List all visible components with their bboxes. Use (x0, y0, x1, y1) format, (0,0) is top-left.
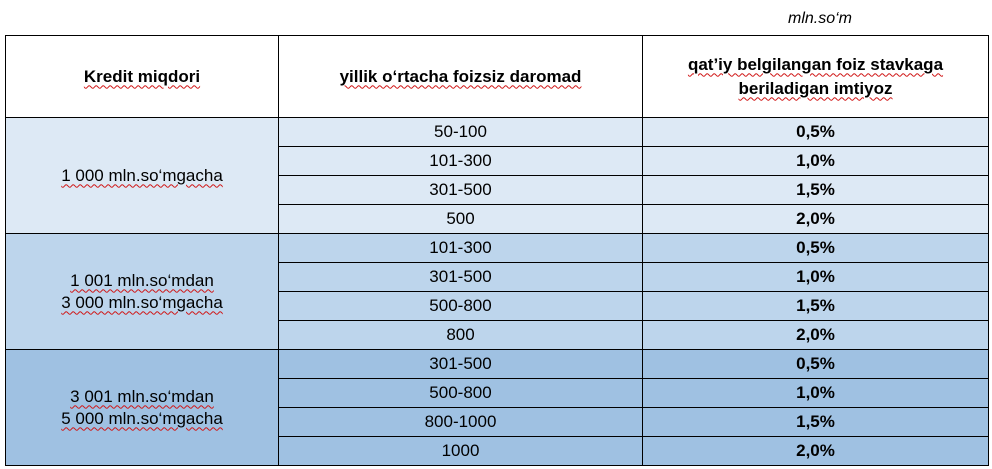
credit-amount-cell (6, 118, 279, 234)
income-cell: 500-800 (279, 379, 643, 408)
income-cell: 101-300 (279, 147, 643, 176)
header-rate-benefit (643, 36, 989, 118)
income-cell: 301-500 (279, 350, 643, 379)
table-header-row (6, 36, 989, 118)
benefit-cell: 2,0% (643, 321, 989, 350)
credit-amount-line1: 3 001 mln.so‘mdan (70, 386, 214, 406)
benefit-cell: 2,0% (643, 437, 989, 466)
credit-amount-line1: 1 000 mln.so‘mgacha (61, 165, 223, 185)
income-cell: 800 (279, 321, 643, 350)
income-cell: 101-300 (279, 234, 643, 263)
income-cell: 50-100 (279, 118, 643, 147)
income-cell: 1000 (279, 437, 643, 466)
benefit-cell: 2,0% (643, 205, 989, 234)
benefit-cell: 1,0% (643, 263, 989, 292)
benefit-cell: 1,0% (643, 379, 989, 408)
header-rate-benefit-line1: qat’iy belgilangan foiz stavkaga (687, 54, 944, 74)
income-cell: 500-800 (279, 292, 643, 321)
income-cell: 800-1000 (279, 408, 643, 437)
benefit-cell: 0,5% (643, 350, 989, 379)
benefit-cell: 1,5% (643, 292, 989, 321)
benefit-cell: 0,5% (643, 234, 989, 263)
credit-amount-cell (6, 234, 279, 350)
header-rate-benefit-line2: beriladigan imtiyoz (738, 78, 893, 98)
unit-label: mln.so‘m (787, 10, 852, 27)
income-cell: 301-500 (279, 263, 643, 292)
table-row (6, 118, 989, 147)
benefit-cell: 1,5% (643, 176, 989, 205)
header-credit-amount (6, 36, 279, 118)
benefit-cell: 1,0% (643, 147, 989, 176)
header-annual-income (279, 36, 643, 118)
credit-amount-line2: 5 000 mln.so‘mgacha (61, 408, 223, 428)
table-row (6, 234, 989, 263)
header-credit-amount-text: Kredit miqdori (83, 66, 201, 86)
credit-benefit-table (5, 35, 989, 466)
income-cell: 301-500 (279, 176, 643, 205)
benefit-cell: 0,5% (643, 118, 989, 147)
credit-amount-cell (6, 350, 279, 466)
credit-amount-line1: 1 001 mln.so‘mdan (70, 270, 214, 290)
header-annual-income-text: yillik o‘rtacha foizsiz daromad (339, 66, 582, 86)
income-cell: 500 (279, 205, 643, 234)
credit-amount-line2: 3 000 mln.so‘mgacha (61, 292, 223, 312)
table-row (6, 350, 989, 379)
benefit-cell: 1,5% (643, 408, 989, 437)
